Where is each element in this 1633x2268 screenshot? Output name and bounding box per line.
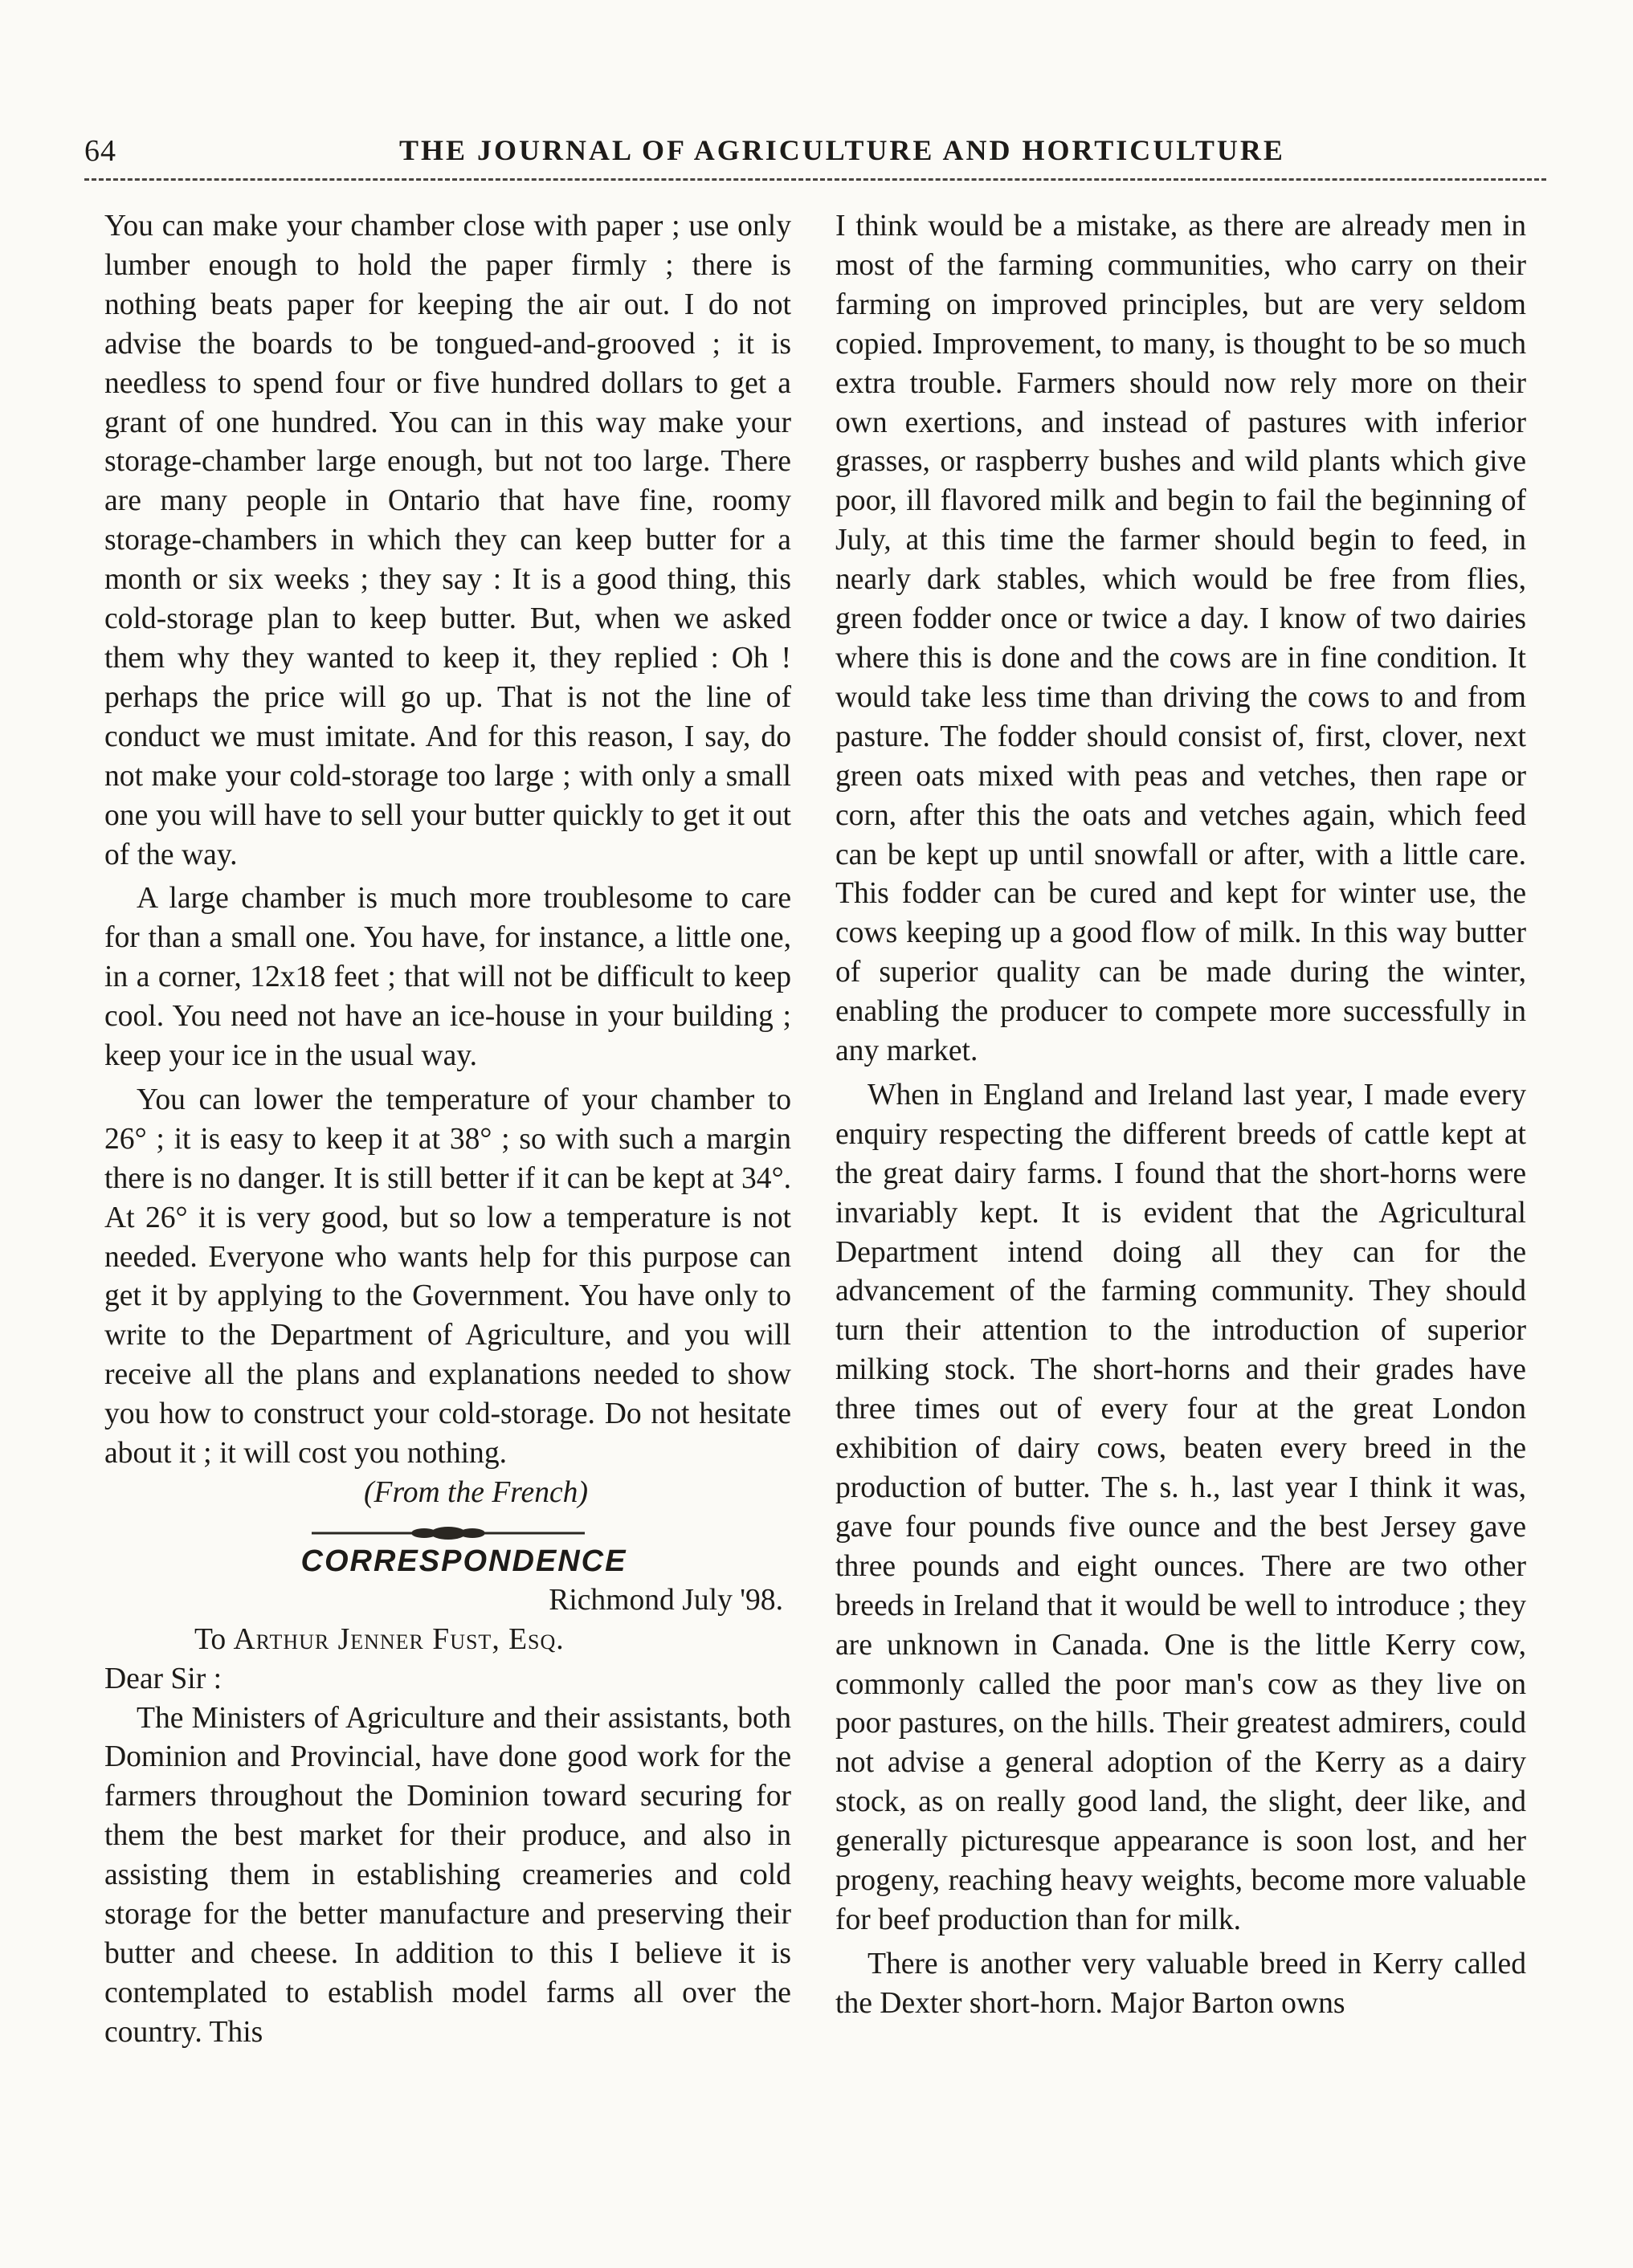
- addressee-name: Arthur Jenner Fust, Esq.: [233, 1622, 565, 1656]
- header-rule: [84, 178, 1546, 181]
- paragraph: A large chamber is much more troublesome to care for than a small one. You have, for instance, a little one, in a corner, 12x18 feet ; that will not be difficult to keep cool. You need not have an ice-house in your building ; keep your ice in the usual way.: [104, 882, 791, 1073]
- letter-paragraph: The Ministers of Agriculture and their assistants, both Dominion and Provincial, have done good work for the farmers throughout the Dominion toward securing for them the best market for their produce, and also in assisting them in establishing creameries and cold storage for the better manufacture and preserving their butter and cheese. In addition to this I believe it is contemplated to establish model farms all over the country. This: [104, 1701, 791, 2049]
- ornament-divider-icon: [304, 1524, 593, 1542]
- right-column: [835, 207, 1526, 2024]
- page-number: 64: [84, 134, 116, 168]
- paragraph: You can make your chamber close with paper ; use only lumber enough to hold the paper firmly ; there is nothing beats paper for keeping the air out. I do not advise the boards to be tongued-and-grooved ; it is needless to spend four or five hundred dollars to get a grant of one hundred. You can in this way make your storage-chamber large enough, but not too large. There are many people in Ontario that have fine, roomy storage-chambers in which they can keep butter for a month or six weeks ; they say : It is a good thing, this cold-storage plan to keep butter. But, when we asked them why they wanted to keep it, they replied : Oh ! perhaps the price will go up. That is not the line of conduct we must imitate. And for this reason, I say, do not make your cold-storage too large ; with only a small one you will have to sell your butter quickly to get it out of the way.: [104, 210, 791, 871]
- paragraph: When in England and Ireland last year, I made every enquiry respecting the different breeds of cattle kept at the great dairy farms. I found that the short-horns were invariably kept. It is evident that the Agricultural Department intend doing all they can for the advancement of the farming community. They should turn their attention to the introduction of superior milking stock. The short-horns and their grades have three times out of every four at the great London exhibition of dairy cows, beaten every breed in the production of butter. The s. h., last year I think it was, gave four pounds five ounce and the best Jersey gave three pounds and eight ounces. There are two other breeds in Ireland that it would be well to introduce ; they are unknown in Canada. One is the little Kerry cow, commonly called the poor man's cow as they live on poor pastures, on the hills. Their greatest admirers, could not advise a general adoption of the Kerry as a dairy stock, as on really good land, the slight, deer like, and generally picturesque appearance is soon lost, and her progeny, reaching heavy weights, become more valuable for beef production than for milk.: [835, 1078, 1526, 1936]
- salutation: Dear Sir :: [104, 1662, 222, 1695]
- paragraph: There is another very valuable breed in Kerry called the Dexter short-horn. Major Barton owns: [835, 1947, 1526, 2020]
- addressee-prefix: To: [194, 1622, 227, 1656]
- paragraph: I think would be a mistake, as there are already men in most of the farming communities, who carry on their farming on improved principles, but are very seldom copied. Improvement, to many, is thought to be so much extra trouble. Farmers should now rely more on their own exertions, and instead of pastures with inferior grasses, or raspberry bushes and wild plants which give poor, ill flavored milk and begin to fail the beginning of July, at this time the farmer should begin to feed, in nearly dark stables, which would be free from flies, green fodder once or twice a day. I know of two dairies where this is done and the cows are in fine condition. It would take less time than driving the cows to and from pasture. The fodder should consist of, first, clover, next green oats mixed with peas and vetches, then rape or corn, after this the oats and vetches again, which feed can be kept up until snowfall or after, with a little care. This fodder can be cured and kept for winter use, the cows keeping up a good flow of milk. In this way butter of superior quality can be made during the winter, enabling the producer to compete more successfully in any market.: [835, 210, 1526, 1068]
- paragraph: You can lower the temperature of your chamber to 26° ; it is easy to keep it at 38° ; so with such a margin there is no danger. It is still better if it can be kept at 34°. At 26° it is very good, but so low a temperature is not needed. Everyone who wants help for this purpose can get it by applying to the Government. You have only to write to the Department of Agriculture, and you will receive all the plans and explanations needed to show you how to construct your cold-storage. Do not hesitate about it ; it will cost you nothing.: [104, 1083, 791, 1471]
- left-column: [104, 207, 791, 2053]
- source-note: (From the French): [364, 1476, 588, 1509]
- section-title: CORRESPONDENCE: [300, 1544, 627, 1578]
- running-header: [84, 128, 1546, 169]
- dateline: Richmond July '98.: [549, 1583, 783, 1617]
- journal-title: THE JOURNAL OF AGRICULTURE AND HORTICULTURE: [399, 134, 1285, 166]
- addressee-line: [104, 1621, 791, 1660]
